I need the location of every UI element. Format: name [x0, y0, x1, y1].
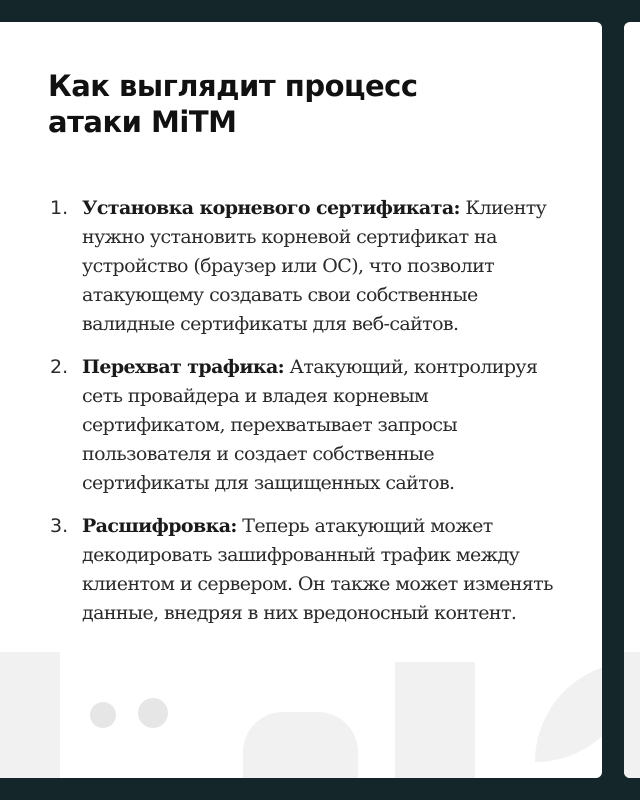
step-text: Клиенту нужно установить корневой сертификат на устройство (браузер или ОС), что позволит атакующему создавать свои собственные валидные сертификаты для веб-сайтов. [82, 197, 547, 335]
step-title: Установка корневого сертификата: [82, 197, 460, 219]
step-body [82, 353, 560, 498]
decor-peek-block [624, 652, 640, 778]
step-title: Перехват трафика: [82, 356, 285, 378]
decor-block-center [243, 712, 358, 778]
decor-leaf-right [535, 662, 602, 762]
step-text: Теперь атакующий может декодировать зашифрованный трафик между клиентом и сервером. Он также может изменять данные, внедряя в них вредоносный контент. [82, 515, 553, 624]
steps-list [50, 194, 560, 642]
list-item [50, 194, 560, 339]
next-slide-card [624, 22, 640, 778]
list-item [50, 353, 560, 498]
step-title: Расшифровка: [82, 515, 237, 537]
step-number: 3. [50, 515, 69, 537]
decor-dot-1 [90, 702, 116, 728]
title-line-1: Как выглядит процесс [48, 69, 418, 103]
decor-dot-2 [138, 698, 168, 728]
step-number: 1. [50, 197, 69, 219]
step-text: Атакующий, контролируя сеть провайдера и владея корневым сертификатом, перехватывает запросы пользователя и создает собственные сертификаты для защищенных сайтов. [82, 356, 538, 494]
step-number: 2. [50, 356, 69, 378]
page-title [48, 68, 418, 140]
step-body [82, 194, 560, 339]
step-body [82, 512, 560, 628]
title-line-2: атаки MiTM [48, 105, 237, 139]
list-item [50, 512, 560, 628]
decor-block-right [395, 662, 475, 778]
slide-card [0, 22, 602, 778]
